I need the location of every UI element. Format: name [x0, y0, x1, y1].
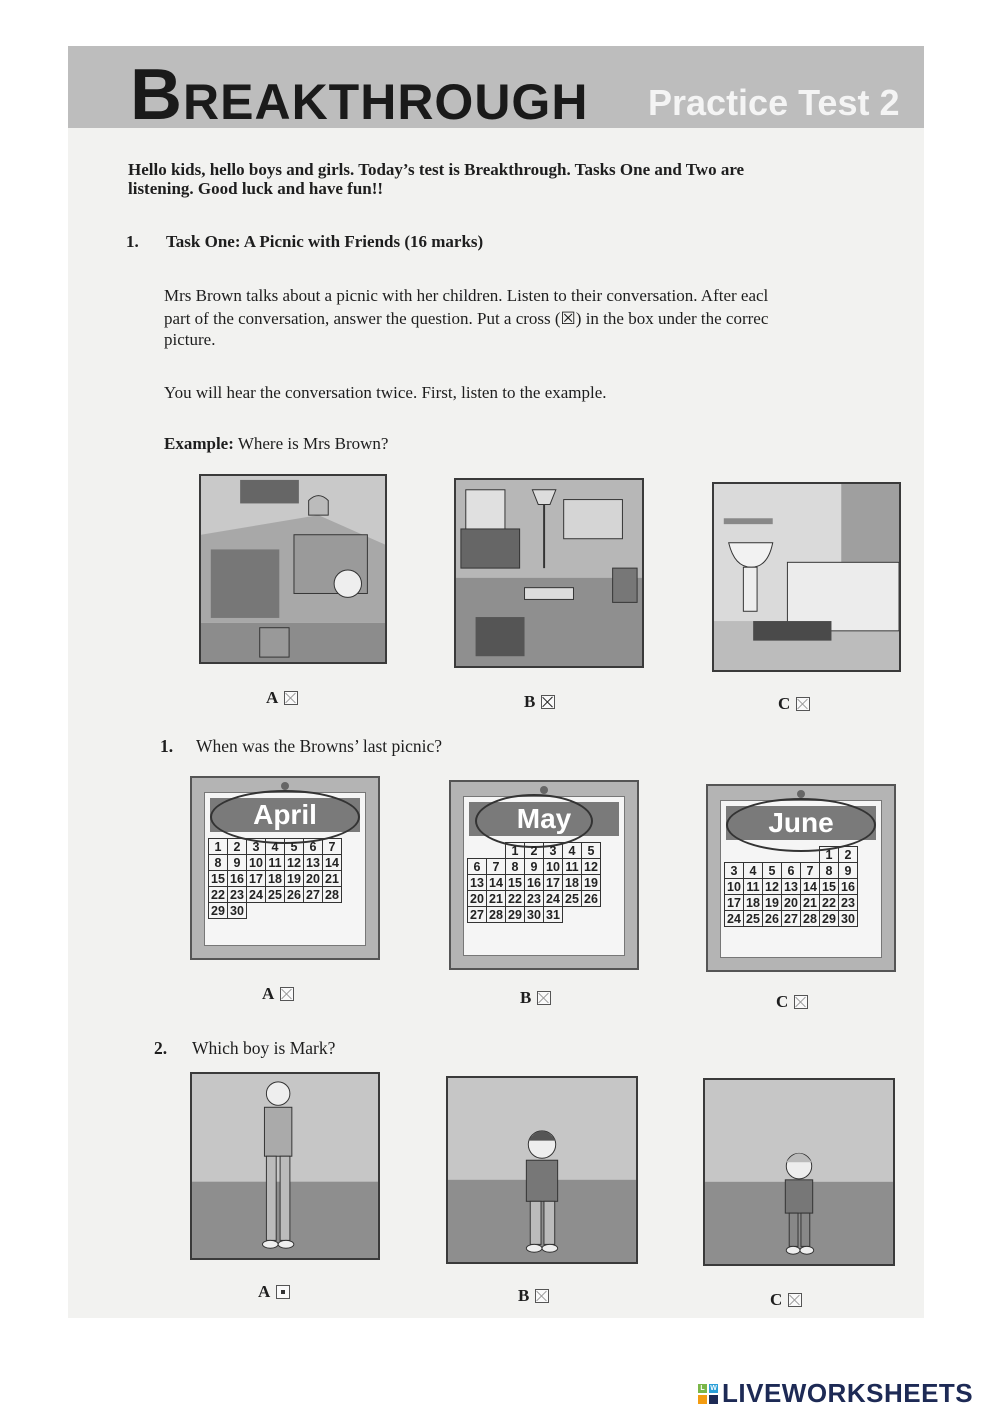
calendar-day: 15 [506, 875, 525, 891]
practice-test-label: Practice Test 2 [648, 82, 900, 123]
calendar-day: 27 [782, 911, 801, 927]
checkbox-a[interactable] [280, 987, 294, 1001]
small-boy-picture [703, 1078, 895, 1266]
calendar-day: 3 [725, 863, 744, 879]
calendar-day: 31 [544, 907, 563, 923]
calendar-day: 11 [266, 855, 285, 871]
calendar-day: 6 [304, 839, 323, 855]
calendar-day: 25 [744, 911, 763, 927]
calendar-day: 9 [228, 855, 247, 871]
calendar-day [801, 847, 820, 863]
calendar-day: 9 [525, 859, 544, 875]
question-2-option-c[interactable]: C [770, 1290, 802, 1310]
calendar-day: 17 [544, 875, 563, 891]
medium-boy-drawing [448, 1078, 636, 1262]
calendar-may [449, 780, 639, 970]
calendar-day: 23 [228, 887, 247, 903]
instruction-line-1: Mrs Brown talks about a picnic with her children. Listen to their conversation. After eacl [164, 286, 769, 305]
calendar-day: 8 [820, 863, 839, 879]
circled-month [726, 798, 876, 852]
calendar-day: 10 [544, 859, 563, 875]
example-option-a[interactable]: A [266, 688, 298, 708]
calendar-day: 9 [839, 863, 858, 879]
calendar-day: 29 [209, 903, 228, 919]
calendar-day: 18 [563, 875, 582, 891]
calendar-day: 27 [468, 907, 487, 923]
checkbox-b-checked[interactable] [541, 695, 555, 709]
calendar-grid [724, 846, 858, 927]
calendar-day: 29 [820, 911, 839, 927]
calendar-day: 2 [839, 847, 858, 863]
calendar-day: 3 [544, 843, 563, 859]
calendar-day: 1 [209, 839, 228, 855]
calendar-day: 4 [563, 843, 582, 859]
calendar-day: 21 [487, 891, 506, 907]
kitchen-drawing [201, 476, 385, 662]
living-room-picture [454, 478, 644, 668]
calendar-day: 12 [285, 855, 304, 871]
calendar-day: 5 [582, 843, 601, 859]
checkbox-c[interactable] [796, 697, 810, 711]
calendar-day: 7 [487, 859, 506, 875]
calendar-day: 18 [744, 895, 763, 911]
calendar-day: 30 [525, 907, 544, 923]
calendar-day: 19 [763, 895, 782, 911]
question-1-number: 1. [160, 736, 174, 756]
question-2-option-b[interactable]: B [518, 1286, 549, 1306]
calendar-month: May [469, 802, 619, 836]
calendar-day: 25 [563, 891, 582, 907]
intro-line-2: listening. Good luck and have fun!! [128, 179, 384, 198]
calendar-day: 13 [468, 875, 487, 891]
calendar-day: 5 [763, 863, 782, 879]
calendar-day: 30 [228, 903, 247, 919]
calendar-day: 26 [763, 911, 782, 927]
calendar-day: 19 [582, 875, 601, 891]
calendar-day: 10 [247, 855, 266, 871]
liveworksheets-logo[interactable] [698, 1378, 973, 1409]
header-band [68, 46, 924, 135]
calendar-day: 20 [782, 895, 801, 911]
calendar-day [285, 903, 304, 919]
bathroom-drawing [714, 484, 899, 670]
question-2-option-a[interactable]: A [258, 1282, 290, 1302]
calendar-day: 8 [209, 855, 228, 871]
calendar-day [487, 843, 506, 859]
task-title: Task One: A Picnic with Friends (16 marks) [166, 232, 484, 251]
tall-boy-drawing [192, 1074, 378, 1258]
calendar-day [323, 903, 342, 919]
calendar-day: 19 [285, 871, 304, 887]
calendar-day: 1 [506, 843, 525, 859]
calendar-month: June [726, 806, 876, 840]
calendar-day: 13 [304, 855, 323, 871]
calendar-day: 21 [323, 871, 342, 887]
checkbox-b[interactable] [535, 1289, 549, 1303]
calendar-day [563, 907, 582, 923]
calendar-day: 7 [801, 863, 820, 879]
question-2-text: Which boy is Mark? [192, 1038, 336, 1058]
calendar-day [582, 907, 601, 923]
calendar-day: 16 [228, 871, 247, 887]
calendar-day [763, 847, 782, 863]
calendar-day: 14 [487, 875, 506, 891]
calendar-day: 15 [820, 879, 839, 895]
calendar-day: 28 [323, 887, 342, 903]
calendar-day: 10 [725, 879, 744, 895]
kitchen-picture [199, 474, 387, 664]
calendar-day: 22 [820, 895, 839, 911]
pin-icon [540, 786, 548, 794]
calendar-day: 5 [285, 839, 304, 855]
calendar-day: 20 [304, 871, 323, 887]
checkbox-c[interactable] [788, 1293, 802, 1307]
instruction-line-2: part of the conversation, answer the question. Put a cross (☒) in the box under the correc [164, 309, 769, 328]
calendar-day: 24 [544, 891, 563, 907]
calendar-day: 12 [582, 859, 601, 875]
circled-month [210, 790, 360, 844]
calendar-day: 21 [801, 895, 820, 911]
calendar-grid [208, 838, 342, 919]
calendar-day: 22 [506, 891, 525, 907]
calendar-day: 4 [266, 839, 285, 855]
instruction-line-3: picture. [164, 330, 216, 349]
calendar-day: 27 [304, 887, 323, 903]
calendar-day: 28 [487, 907, 506, 923]
calendar-day: 16 [525, 875, 544, 891]
logo-text: LIVEWORKSHEETS [722, 1378, 974, 1408]
brand-title: BREAKTHROUGH [130, 55, 589, 135]
calendar-day: 18 [266, 871, 285, 887]
calendar-day [304, 903, 323, 919]
calendar-day: 30 [839, 911, 858, 927]
calendar-day [247, 903, 266, 919]
checkbox-a[interactable] [276, 1285, 290, 1299]
calendar-day [744, 847, 763, 863]
checkbox-c[interactable] [794, 995, 808, 1009]
calendar-day: 29 [506, 907, 525, 923]
calendar-day: 2 [525, 843, 544, 859]
calendar-day [468, 843, 487, 859]
question-1-text: When was the Browns’ last picnic? [196, 736, 443, 756]
question-1-option-a[interactable]: A [262, 984, 294, 1004]
medium-boy-picture [446, 1076, 638, 1264]
calendar-day: 1 [820, 847, 839, 863]
calendar-day: 14 [801, 879, 820, 895]
calendar-day: 22 [209, 887, 228, 903]
calendar-day: 11 [744, 879, 763, 895]
small-boy-drawing [705, 1080, 893, 1264]
calendar-day [266, 903, 285, 919]
calendar-day: 20 [468, 891, 487, 907]
calendar-day: 25 [266, 887, 285, 903]
checkbox-b[interactable] [537, 991, 551, 1005]
calendar-day [725, 847, 744, 863]
calendar-month: April [210, 798, 360, 832]
question-1-option-c[interactable]: C [776, 992, 808, 1012]
calendar-day: 14 [323, 855, 342, 871]
logo-squares-icon: L W [698, 1384, 718, 1404]
calendar-day: 8 [506, 859, 525, 875]
calendar-april [190, 776, 380, 960]
calendar-day: 15 [209, 871, 228, 887]
question-2-number: 2. [154, 1038, 168, 1058]
calendar-day: 2 [228, 839, 247, 855]
example-option-b[interactable]: B [524, 692, 555, 712]
bathroom-picture [712, 482, 901, 672]
task-number: 1. [126, 232, 139, 251]
calendar-day [782, 847, 801, 863]
calendar-day: 24 [725, 911, 744, 927]
calendar-june [706, 784, 896, 972]
calendar-day: 13 [782, 879, 801, 895]
calendar-day: 17 [247, 871, 266, 887]
checkbox-a[interactable] [284, 691, 298, 705]
question-1-option-b[interactable]: B [520, 988, 551, 1008]
calendar-day: 23 [525, 891, 544, 907]
example-question: Example: Where is Mrs Brown? [164, 434, 389, 453]
calendar-day: 11 [563, 859, 582, 875]
intro-line-1: Hello kids, hello boys and girls. Today’s test is Breakthrough. Tasks One and Two are [128, 160, 745, 179]
hear-twice-text: You will hear the conversation twice. First, listen to the example. [164, 383, 607, 402]
calendar-day: 12 [763, 879, 782, 895]
calendar-day: 26 [285, 887, 304, 903]
calendar-day: 24 [247, 887, 266, 903]
pin-icon [797, 790, 805, 798]
calendar-day: 28 [801, 911, 820, 927]
circled-month [475, 794, 593, 848]
calendar-grid [467, 842, 601, 923]
living-room-drawing [456, 480, 642, 666]
calendar-day: 4 [744, 863, 763, 879]
tall-boy-picture [190, 1072, 380, 1260]
calendar-day: 6 [468, 859, 487, 875]
calendar-day: 17 [725, 895, 744, 911]
calendar-day: 23 [839, 895, 858, 911]
calendar-day: 26 [582, 891, 601, 907]
example-option-c[interactable]: C [778, 694, 810, 714]
calendar-day: 16 [839, 879, 858, 895]
worksheet-page [68, 46, 924, 1318]
calendar-day: 7 [323, 839, 342, 855]
pin-icon [281, 782, 289, 790]
calendar-day: 3 [247, 839, 266, 855]
calendar-day: 6 [782, 863, 801, 879]
